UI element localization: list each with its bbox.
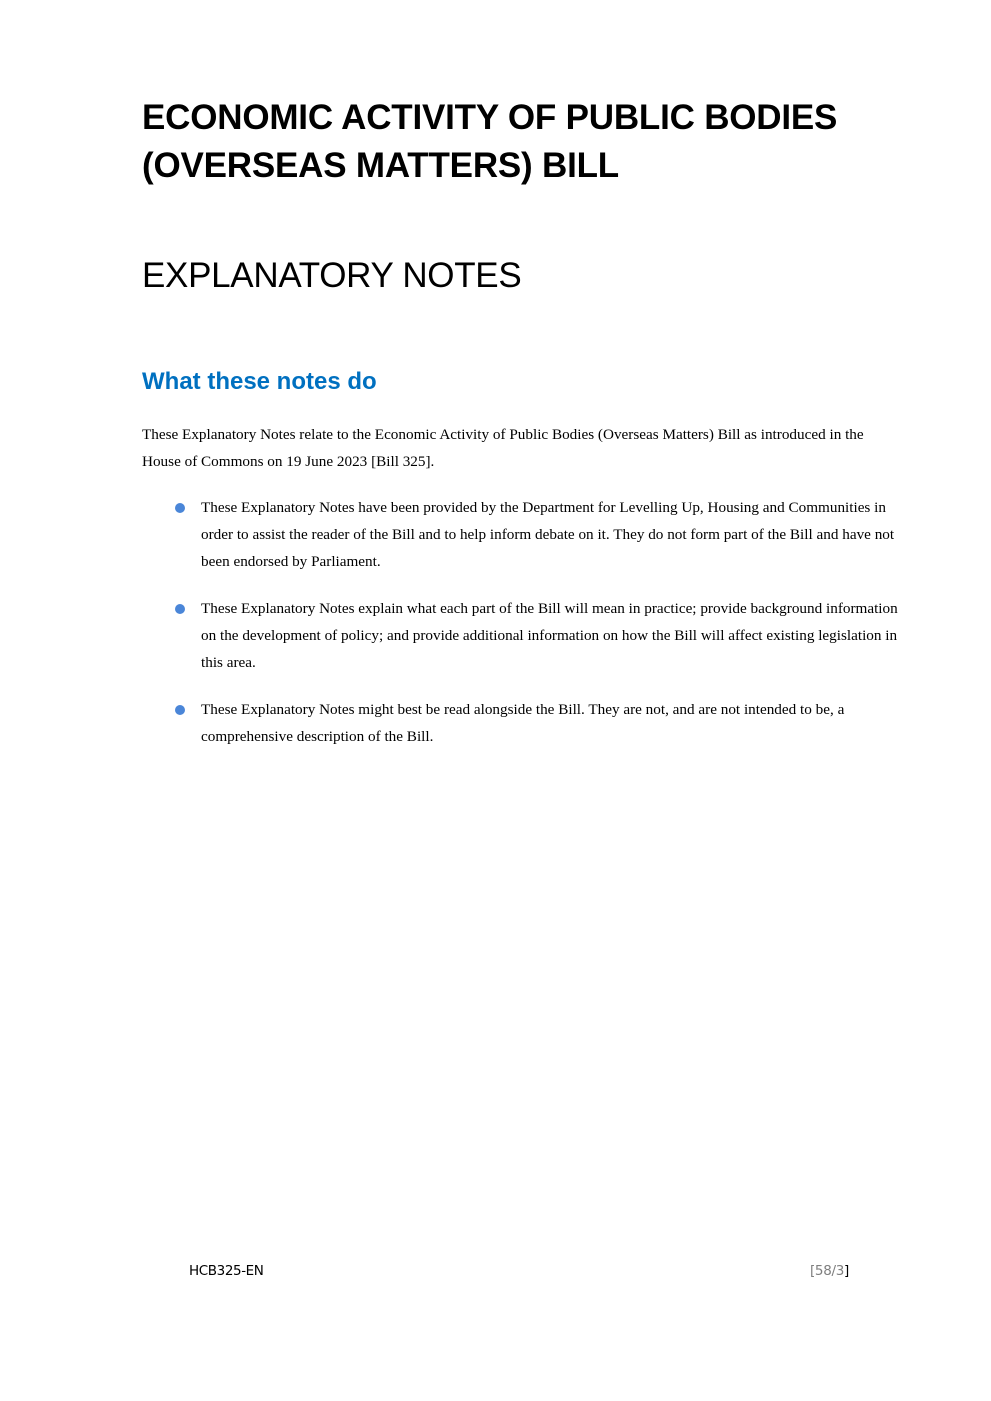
bullet-item [142, 696, 902, 750]
footer-print-code-bracket: ] [844, 1263, 849, 1279]
bullet-dot-icon [175, 503, 185, 513]
footer-reference: HCB325-EN [189, 1263, 264, 1279]
bullet-dot-icon [175, 604, 185, 614]
bullet-item [142, 494, 902, 575]
bill-title: ECONOMIC ACTIVITY OF PUBLIC BODIES (OVERSEAS MATTERS) BILL [142, 98, 838, 185]
bullet-dot-icon [175, 705, 185, 715]
footer-print-code [810, 1259, 849, 1283]
footer-print-code-text: [58/3 [809, 1263, 845, 1279]
bullet-item [142, 595, 902, 676]
bullet-text: These Explanatory Notes explain what each part of the Bill will mean in practice; provide background information on the development of policy; and provide additional information on how the Bill will affect existing legislation in this area. [201, 600, 898, 671]
section-heading: What these notes do [142, 368, 377, 395]
document-subtitle: EXPLANATORY NOTES [142, 256, 522, 295]
page-footer [189, 1259, 849, 1283]
bullet-text: These Explanatory Notes have been provided by the Department for Levelling Up, Housing and Communities in order to assist the reader of the Bill and to help inform debate on it. They do not form part of the Bill and have not been endorsed by Parliament. [201, 499, 895, 570]
bullet-list [142, 494, 902, 770]
intro-paragraph: These Explanatory Notes relate to the Economic Activity of Public Bodies (Overseas Matters) Bill as introduced in the House of Commons on 19 June 2023 [Bill 325]. [142, 426, 864, 470]
bullet-text: These Explanatory Notes might best be read alongside the Bill. They are not, and are not intended to be, a comprehensive description of the Bill. [201, 701, 845, 745]
